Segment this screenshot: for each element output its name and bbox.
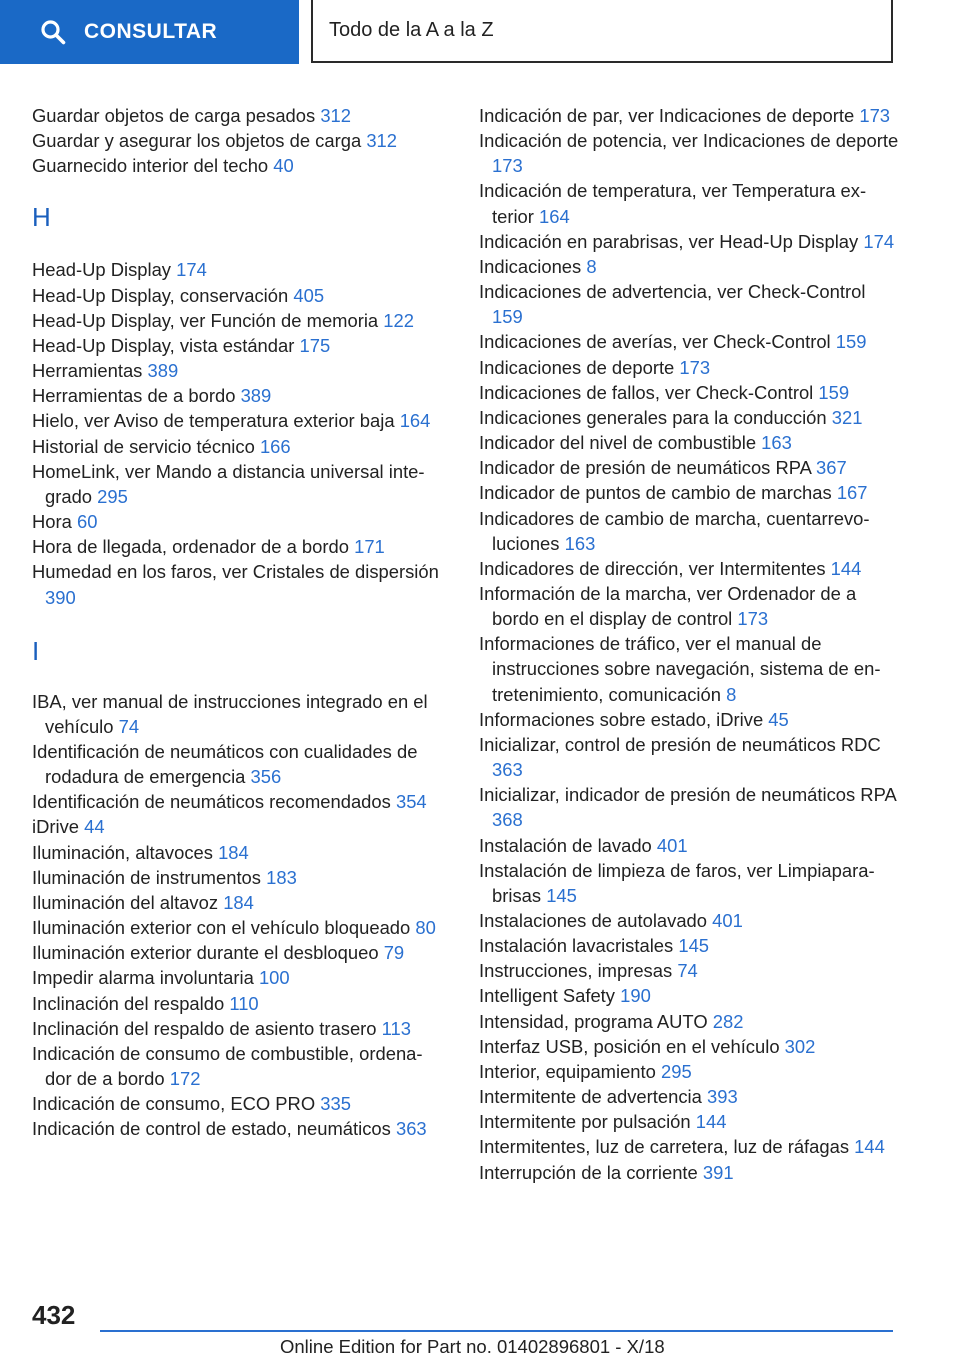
page-link[interactable]: 60 (77, 511, 98, 533)
page-link[interactable]: 144 (695, 1111, 727, 1133)
index-entry-text: iDrive (32, 816, 80, 838)
index-entry (479, 933, 899, 958)
index-entry-text: Inicializar, control de presión de neumáticos RDC (479, 733, 881, 755)
index-entry-text: Indicación de temperatura, ver Temperatura exterior (479, 180, 867, 227)
index-entry-text: Identificación de neumáticos recomendados (32, 791, 391, 813)
index-entry-text: Indicador de puntos de cambio de marchas (479, 482, 832, 504)
index-entry (479, 983, 899, 1008)
page-link[interactable]: 363 (395, 1118, 427, 1140)
index-entry-text: Guarnecido interior del techo (32, 155, 269, 177)
page-link[interactable]: 79 (383, 942, 405, 964)
index-entry (32, 333, 442, 358)
index-entry-text: Instrucciones, impresas (479, 960, 673, 982)
page-link[interactable]: 163 (564, 532, 596, 554)
page-link[interactable]: 302 (784, 1035, 816, 1057)
index-entry (32, 308, 442, 333)
page-link[interactable]: 172 (169, 1068, 201, 1089)
index-entry-text: Indicadores de cambio de marcha, cuentarrevoluciones (479, 507, 870, 554)
index-entry-text: IBA, ver manual de instrucciones integrado en el vehículo (32, 690, 428, 737)
page-link[interactable]: 295 (97, 485, 128, 507)
index-entry-text: Head-Up Display, vista estándar (32, 334, 295, 356)
index-entry-text: Indicación de consumo, ECO PRO (32, 1093, 316, 1115)
index-entry (32, 257, 442, 282)
section-title-text: Todo de la A a la Z (329, 19, 494, 41)
index-entry-text: Indicador del nivel de combustible (479, 432, 757, 454)
index-entry-text: Iluminación exterior con el vehículo bloqueado (32, 917, 411, 939)
index-entry (479, 506, 899, 556)
index-entry-text: Head-Up Display (32, 259, 172, 281)
index-entry-text: Indicación de potencia, ver Indicaciones de deporte (479, 130, 899, 152)
page-link[interactable]: 184 (223, 891, 254, 913)
page-link[interactable]: 74 (677, 960, 698, 982)
index-entry (32, 689, 442, 739)
page-link[interactable]: 145 (678, 935, 710, 957)
index-entry (32, 789, 442, 814)
index-entry-text: Iluminación exterior durante el desbloqueo (32, 942, 379, 964)
index-entry (479, 279, 899, 329)
page-link[interactable]: 389 (240, 385, 272, 407)
index-entry (479, 1034, 899, 1059)
index-letter-heading: I (32, 635, 40, 666)
page-link[interactable]: 144 (830, 557, 862, 579)
index-entry-text: Intermitente de advertencia (479, 1086, 702, 1108)
page-link[interactable]: 159 (492, 306, 523, 328)
index-entry-text: Intensidad, programa AUTO (479, 1010, 708, 1032)
index-entry (32, 1091, 442, 1116)
index-entry (32, 1041, 442, 1091)
index-entry (479, 908, 899, 933)
index-entry-text: Iluminación del altavoz (32, 891, 219, 913)
page-link[interactable]: 356 (250, 766, 282, 788)
index-entry-text: HomeLink, ver Mando a distancia universal integrado (32, 460, 425, 507)
page-link[interactable]: 173 (859, 105, 891, 126)
page-link[interactable]: 8 (726, 683, 737, 705)
index-entry-text: Intermitentes, luz de carretera, luz de ráfagas (479, 1136, 850, 1158)
index-entry-text: Indicaciones (479, 255, 582, 277)
index-entry-text: Indicación de par, ver Indicaciones de deporte (479, 105, 855, 126)
page-link[interactable]: 40 (273, 155, 294, 177)
index-entry-text: Herramientas de a bordo (32, 385, 236, 407)
page-link[interactable]: 110 (229, 992, 259, 1014)
index-entry (479, 128, 899, 178)
index-entry-text: Indicadores de dirección, ver Intermitentes (479, 557, 826, 579)
index-entry (32, 1016, 442, 1041)
index-entry (479, 178, 899, 228)
index-entry (479, 833, 899, 858)
index-entry (32, 739, 442, 789)
index-entry-text: Interior, equipamiento (479, 1060, 656, 1082)
index-entry (479, 1084, 899, 1109)
page-link[interactable]: 389 (147, 360, 179, 382)
page-link[interactable]: 282 (712, 1010, 744, 1032)
consult-button[interactable] (0, 0, 299, 64)
page-link[interactable]: 312 (320, 105, 352, 126)
page-link[interactable]: 390 (45, 586, 76, 608)
section-title (311, 0, 893, 63)
index-entry-text: Historial de servicio técnico (32, 435, 255, 457)
index-entry (32, 459, 442, 509)
index-entry (32, 559, 442, 609)
index-entry (479, 707, 899, 732)
page-link[interactable]: 184 (218, 841, 249, 863)
index-entry (32, 408, 442, 433)
index-entry (479, 455, 899, 480)
index-entry-text: Inclinación del respaldo de asiento trasero (32, 1017, 377, 1039)
page-link[interactable]: 113 (381, 1017, 411, 1039)
page-link[interactable]: 321 (831, 406, 863, 428)
index-entry (32, 865, 442, 890)
page-link[interactable]: 354 (395, 791, 427, 813)
index-entry-text: Informaciones sobre estado, iDrive (479, 708, 764, 730)
index-entry-text: Indicaciones de deporte (479, 356, 675, 378)
index-entry-text: Intermitente por pulsación (479, 1111, 691, 1133)
page-link[interactable]: 173 (737, 608, 769, 630)
index-entry (32, 1116, 442, 1141)
index-entry (479, 858, 899, 908)
index-entry-text: Indicaciones generales para la conducción (479, 406, 827, 428)
page-link[interactable]: 393 (707, 1086, 738, 1108)
page-link[interactable]: 401 (656, 834, 688, 856)
index-entry (32, 940, 442, 965)
index-entry (479, 254, 899, 279)
index-entry (32, 840, 442, 865)
index-entry (479, 556, 899, 581)
page-link[interactable]: 401 (712, 910, 743, 931)
page-link[interactable]: 295 (661, 1060, 692, 1082)
page-link[interactable]: 45 (768, 708, 789, 730)
index-column-right (479, 103, 899, 1185)
footer-edition: Online Edition for Part no. 01402896801 - X/18 (280, 1336, 665, 1357)
page-link[interactable]: 171 (354, 536, 385, 558)
search-icon (40, 19, 66, 45)
index-entry (479, 103, 899, 128)
page-link[interactable]: 159 (835, 331, 867, 353)
index-entry-text: Interfaz USB, posición en el vehículo (479, 1035, 780, 1057)
index-entry-text: Interrupción de la corriente (479, 1161, 698, 1183)
page-link[interactable]: 164 (399, 410, 431, 432)
index-entry-text: Indicación en parabrisas, ver Head-Up Display (479, 230, 859, 252)
index-entry-text: Impedir alarma involuntaria (32, 967, 254, 989)
index-entry (479, 329, 899, 354)
index-entry-text: Hielo, ver Aviso de temperatura exterior baja (32, 410, 395, 432)
page-link[interactable]: 144 (854, 1136, 885, 1158)
page-link[interactable]: 173 (492, 155, 523, 177)
index-entry (32, 534, 442, 559)
index-entry (479, 1109, 899, 1134)
page-link[interactable]: 74 (118, 715, 140, 737)
page-link[interactable]: 166 (259, 435, 291, 457)
index-entry-text: Información de la marcha, ver Ordenador de a bordo en el display de control (479, 582, 857, 630)
index-entry-text: Herramientas (32, 360, 143, 382)
index-entry (479, 958, 899, 983)
index-entry-text: Hora de llegada, ordenador de a bordo (32, 536, 349, 558)
index-entry (479, 581, 899, 631)
index-entry (479, 1009, 899, 1034)
page-link[interactable]: 80 (415, 917, 436, 939)
page-link[interactable]: 405 (293, 284, 325, 306)
index-entry (479, 631, 899, 706)
index-entry (479, 732, 899, 782)
page-link[interactable]: 174 (176, 259, 207, 281)
page-link[interactable]: 164 (539, 205, 570, 227)
index-entry (479, 1160, 899, 1185)
index-entry (32, 965, 442, 990)
index-entry (479, 782, 899, 832)
page-link[interactable]: 173 (679, 356, 711, 378)
index-entry-text: Indicaciones de fallos, ver Check-Control (479, 381, 814, 403)
page-link[interactable]: 159 (818, 381, 850, 403)
index-entry-text: Instalación lavacristales (479, 935, 674, 957)
page-link[interactable]: 145 (546, 884, 577, 906)
page-link[interactable]: 122 (383, 309, 414, 331)
page-link[interactable]: 175 (299, 334, 331, 356)
index-entry-text: Hora (32, 511, 72, 533)
index-entry (479, 1134, 899, 1159)
index-entry (479, 380, 899, 405)
index-column-left (32, 103, 442, 1141)
page-link[interactable]: 174 (863, 230, 895, 252)
index-entry-text: Instalación de lavado (479, 834, 652, 856)
index-entry (32, 509, 442, 534)
page-link[interactable]: 363 (492, 759, 523, 781)
index-entry-text: Indicador de presión de neumáticos RPA (479, 457, 811, 479)
page-number: 432 (32, 1300, 76, 1330)
index-entry (479, 1059, 899, 1084)
page-link[interactable]: 391 (702, 1161, 734, 1183)
index-entry (32, 890, 442, 915)
index-entry (32, 383, 442, 408)
index-entry (32, 103, 442, 128)
index-entry-text: Informaciones de tráfico, ver el manual de instrucciones sobre navegación, sistema de entretenimiento, comunicación (479, 633, 881, 705)
index-entry-text: Indicación de control de estado, neumáticos (32, 1118, 391, 1140)
page-link[interactable]: 335 (320, 1093, 351, 1115)
index-entry-text: Guardar y asegurar los objetos de carga (32, 130, 362, 152)
page-link[interactable]: 100 (258, 967, 290, 989)
page-link[interactable]: 167 (836, 482, 868, 504)
index-entry (479, 480, 899, 505)
page-link[interactable]: 8 (586, 255, 597, 277)
index-entry-text: Head-Up Display, conservación (32, 284, 289, 306)
index-entry (479, 405, 899, 430)
index-entry (32, 434, 442, 459)
index-entry-text: Head-Up Display, ver Función de memoria (32, 309, 379, 331)
index-entry-text: Intelligent Safety (479, 985, 615, 1007)
page-link[interactable]: 44 (84, 816, 105, 838)
page-link[interactable]: 183 (266, 866, 297, 888)
consult-button-label: CONSULTAR (84, 20, 218, 43)
index-entry (32, 991, 442, 1016)
index-entry-text: Indicaciones de advertencia, ver Check-Control (479, 281, 866, 303)
index-entry-text: Instalaciones de autolavado (479, 910, 708, 931)
index-entry-text: Indicación de consumo de combustible, ordenador de a bordo (32, 1042, 423, 1089)
page-link[interactable]: 312 (366, 130, 397, 152)
index-entry-text: Instalación de limpieza de faros, ver Limpiaparabrisas (479, 859, 875, 906)
index-entry-text: Humedad en los faros, ver Cristales de dispersión (32, 561, 439, 583)
index-entry-text: Inicializar, indicador de presión de neumáticos RPA (479, 784, 896, 806)
index-entry (479, 229, 899, 254)
index-entry (32, 283, 442, 308)
index-entry (32, 128, 442, 153)
index-entry (32, 153, 442, 178)
index-letter-heading: H (32, 202, 51, 233)
index-entry-text: Guardar objetos de carga pesados (32, 105, 316, 126)
page-link[interactable]: 367 (816, 457, 847, 479)
index-entry-text: Indicaciones de averías, ver Check-Control (479, 331, 831, 353)
index-entry-text: Iluminación de instrumentos (32, 866, 261, 888)
index-entry (32, 358, 442, 383)
page-link[interactable]: 190 (620, 985, 651, 1007)
index-entry-text: Identificación de neumáticos con cualidades de rodadura de emergencia (32, 740, 418, 788)
index-entry-text: Inclinación del respaldo (32, 992, 225, 1014)
index-entry (479, 355, 899, 380)
page-link[interactable]: 368 (492, 809, 523, 831)
footer-divider (100, 1330, 893, 1332)
index-entry (479, 430, 899, 455)
index-entry (32, 915, 442, 940)
page-link[interactable]: 163 (761, 432, 792, 454)
index-entry-text: Iluminación, altavoces (32, 841, 213, 863)
index-entry (32, 814, 442, 839)
